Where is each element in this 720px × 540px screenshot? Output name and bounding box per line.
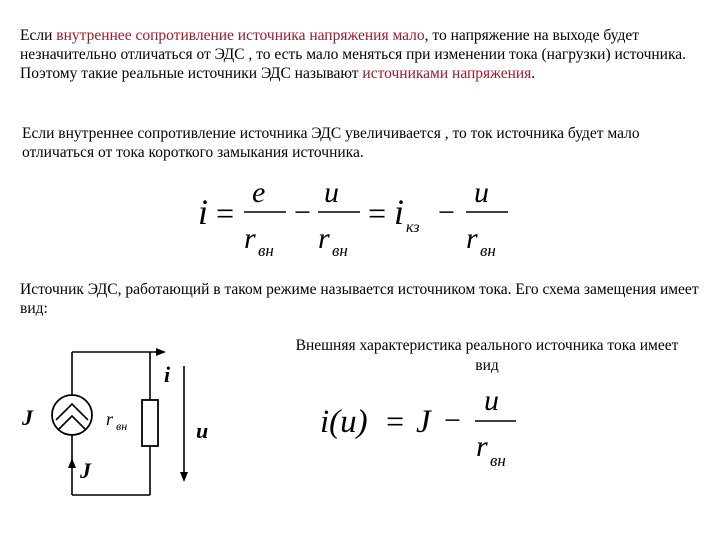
label-J-current: J [80, 458, 91, 483]
text-run: . [531, 65, 536, 82]
label-J-source: J [22, 405, 33, 430]
subscript-vn: вн [490, 451, 506, 470]
symbol-i: i [198, 192, 209, 232]
caption-external-characteristic: Внешняя характеристика реального источника тока имеет вид [295, 337, 679, 374]
subscript-vn: вн [332, 241, 348, 260]
lhs-i-of-u: i(u) [320, 404, 368, 440]
label-r: r [106, 409, 114, 429]
symbol-i-kz: i [394, 192, 405, 232]
resistor-symbol [142, 400, 158, 446]
denominator-r: r [244, 222, 256, 255]
text-run: , то напряжение на выходе будет незначительно отличаться от ЭДС , то есть мало меняться при изменении тока (нагрузки) источника. Поэтому такие реальные источники ЭДС называют [20, 27, 687, 82]
minus-sign: − [436, 196, 457, 229]
source-arrow-chevron-inner [58, 416, 86, 430]
source-current-arrow-icon [68, 458, 76, 468]
numerator-e: e [252, 176, 266, 209]
symbol-J: J [416, 404, 431, 440]
formula-external-characteristic [318, 380, 518, 474]
label-r-subscript: вн [116, 419, 128, 433]
subscript-vn: вн [258, 241, 274, 260]
minus-sign: − [442, 404, 463, 437]
equals-sign: = [214, 195, 236, 231]
formula-current-equation [196, 172, 516, 264]
denominator-r: r [466, 222, 478, 255]
paragraph-voltage-source [20, 26, 710, 83]
source-arrow-chevron-outer [56, 404, 88, 420]
label-i: i [164, 362, 171, 387]
equals-sign: = [384, 403, 406, 439]
label-u: u [196, 418, 209, 443]
numerator-u: u [474, 176, 489, 209]
minus-sign: − [292, 196, 313, 229]
highlight-voltage-sources: источниками напряжения [362, 65, 532, 82]
current-arrow-icon [156, 348, 166, 356]
voltage-arrow-icon [180, 472, 188, 482]
equals-sign: = [366, 195, 388, 231]
highlight-small-internal-resistance: внутреннее сопротивление источника напряжения мало [56, 27, 425, 44]
numerator-u: u [324, 176, 339, 209]
denominator-r: r [476, 430, 488, 463]
subscript-vn: вн [480, 241, 496, 260]
numerator-u: u [484, 384, 499, 417]
paragraph-current-source: Источник ЭДС, работающий в таком режиме называется источником тока. Его схема замещения имеет вид: [20, 281, 699, 317]
current-source-circuit-diagram [0, 330, 260, 510]
subscript-kz: кз [406, 219, 420, 236]
denominator-r: r [318, 222, 330, 255]
text-run: Если [20, 27, 57, 44]
paragraph-current-short-circuit: Если внутреннее сопротивление источника ЭДС увеличивается , то ток источника будет мало отличаться от тока короткого замыкания источника. [22, 125, 640, 161]
